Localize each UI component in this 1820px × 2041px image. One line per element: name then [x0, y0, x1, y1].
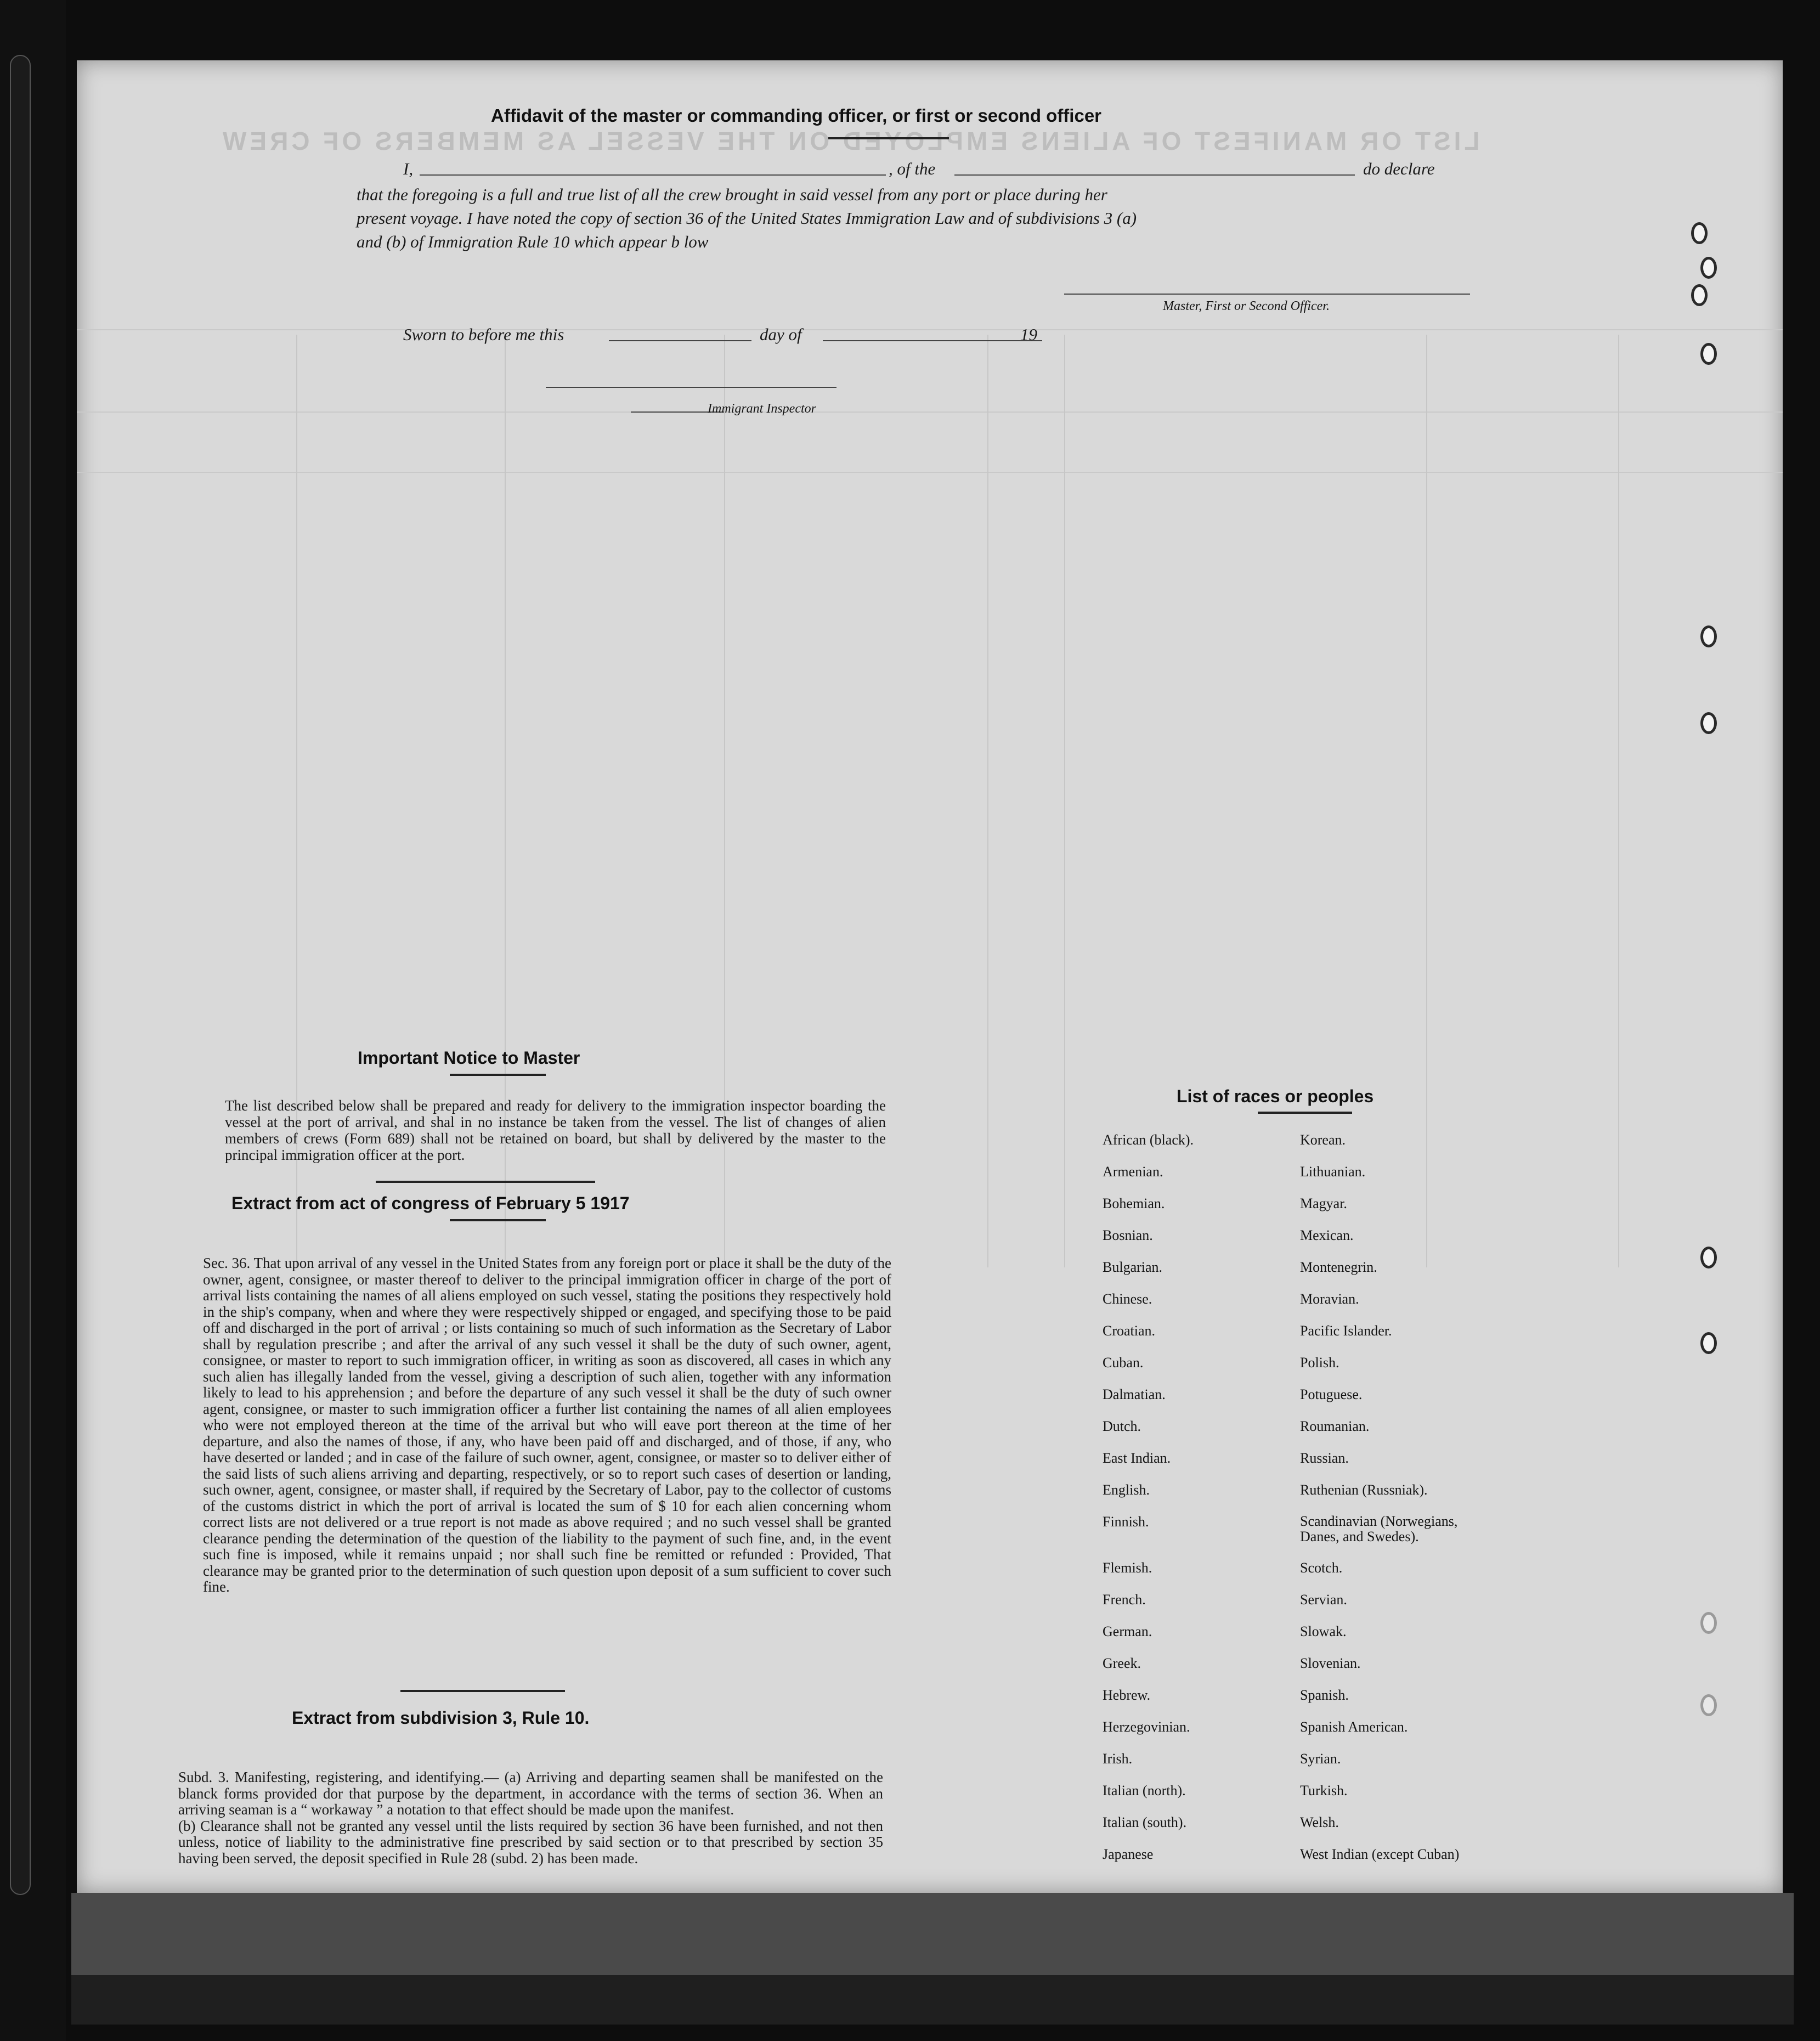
- name-blank[interactable]: [420, 174, 886, 176]
- sworn-label: Sworn to before me this: [403, 325, 564, 344]
- day-of-label: day of: [760, 325, 802, 344]
- punch-hole: [1691, 222, 1708, 244]
- race-item: Slowak.: [1300, 1623, 1347, 1639]
- race-item: Scandinavian (Norwegians, Danes, and Swedes).: [1300, 1513, 1458, 1544]
- affidavit-line-i: I,: [403, 159, 414, 178]
- race-item: Spanish.: [1300, 1687, 1349, 1703]
- race-item: Greek.: [1103, 1655, 1141, 1671]
- year-label: 19: [1020, 325, 1037, 344]
- race-item: Spanish American.: [1300, 1719, 1408, 1735]
- race-item: Bulgarian.: [1103, 1259, 1163, 1275]
- race-item: Russian.: [1300, 1450, 1349, 1466]
- race-item: Cuban.: [1103, 1355, 1144, 1371]
- race-item: West Indian (except Cuban): [1300, 1846, 1460, 1862]
- ghost-column-rule: [1426, 335, 1427, 1267]
- ghost-column-rule: [1064, 335, 1065, 1267]
- page-bottom-fold: [71, 1893, 1794, 1975]
- race-item: Moravian.: [1300, 1291, 1359, 1307]
- race-item: African (black).: [1103, 1132, 1194, 1148]
- race-item: Italian (south).: [1103, 1814, 1187, 1830]
- punch-hole: [1700, 625, 1717, 647]
- race-item: Armenian.: [1103, 1164, 1163, 1180]
- race-item: Finnish.: [1103, 1514, 1149, 1530]
- punch-hole: [1700, 1612, 1717, 1634]
- ghost-column-rule: [987, 335, 988, 1267]
- race-item: English.: [1103, 1482, 1150, 1498]
- vessel-blank[interactable]: [954, 174, 1355, 176]
- race-item: Ruthenian (Russniak).: [1300, 1482, 1428, 1498]
- divider-rule: [376, 1181, 595, 1183]
- races-title: List of races or peoples: [1177, 1086, 1374, 1106]
- race-item: Bohemian.: [1103, 1196, 1165, 1211]
- master-label: Master, First or Second Officer.: [1163, 299, 1330, 313]
- film-bottom-edge: [71, 1975, 1794, 2025]
- race-item: Korean.: [1300, 1132, 1346, 1148]
- film-left-strip: [0, 0, 66, 2041]
- race-item: Irish.: [1103, 1751, 1133, 1767]
- race-item: French.: [1103, 1592, 1146, 1608]
- affidavit-line-3: present voyage. I have noted the copy of section 36 of the United States Immigration Law and of subdivisions 3 (a): [357, 208, 1137, 228]
- race-item: Bosnian.: [1103, 1227, 1153, 1243]
- race-item: East Indian.: [1103, 1450, 1171, 1466]
- title-rule: [828, 137, 949, 139]
- inspector-signature-line[interactable]: [546, 387, 836, 388]
- race-item: Lithuanian.: [1300, 1164, 1366, 1180]
- race-item: Magyar.: [1300, 1196, 1347, 1211]
- master-signature-line[interactable]: [1064, 294, 1470, 295]
- act-title-rule: [450, 1219, 546, 1221]
- inspector-label: Immigrant Inspector: [708, 402, 816, 416]
- affidavit-line-2: that the foregoing is a full and true list of all the crew brought in said vessel from any port or place during her: [357, 185, 1107, 204]
- race-item: Hebrew.: [1103, 1687, 1151, 1703]
- sworn-day-blank[interactable]: [609, 340, 751, 341]
- race-item: Montenegrin.: [1300, 1259, 1377, 1275]
- affidavit-title: Affidavit of the master or commanding officer, or first or second officer: [491, 105, 1102, 126]
- punch-hole: [1700, 343, 1717, 365]
- rule-extract-text: Subd. 3. Manifesting, registering, and identifying.— (a) Arriving and departing seamen shall be manifested on the blanck forms provided dor that purpose by the department, in accordance with the terms of section 36. When an arriving seaman is a “ workaway ” a notation to that effect should be made upon the manifest. (b) Clearance shall not be granted any vessel until the lists required by section 36 have been furnished, and not then unless, notice of liability to the administrative fine prescribed by said section or to that prescribed by section 35 having been served, the deposit specified in Rule 28 (subd. 2) has been made.: [178, 1769, 883, 1867]
- act-extract-title: Extract from act of congress of February 5 1917: [231, 1193, 630, 1213]
- affidavit-line-4: and (b) of Immigration Rule 10 which appear b low: [357, 232, 709, 251]
- manifest-page: [77, 60, 1783, 1893]
- race-item: Chinese.: [1103, 1291, 1152, 1307]
- race-item: Pacific Islander.: [1300, 1323, 1392, 1339]
- race-item: Roumanian.: [1300, 1418, 1370, 1434]
- ghost-rule: [77, 411, 1783, 413]
- ghost-rule: [77, 472, 1783, 473]
- race-item: Servian.: [1300, 1592, 1347, 1608]
- race-item: Herzegovinian.: [1103, 1719, 1190, 1735]
- race-item: Dutch.: [1103, 1418, 1141, 1434]
- punch-hole: [1700, 1694, 1717, 1716]
- punch-hole: [1700, 257, 1717, 279]
- act-extract-text: Sec. 36. That upon arrival of any vessel in the United States from any foreign port or place it shall be the duty of the owner, agent, consignee, or master thereof to deliver to the principal immigration officer in charge of the port of arrival lists containing the names of all aliens employed on such vessel, stating the positions they respectively hold in the ship's company, when and where they were respectively shipped or engaged, and specifying those to be paid off and discharged in the port of arrival ; or lists containing so much of such information as the Secretary of Labor shall by regulation prescribe ; and after the arrival of any such vessel it shall be the duty of such owner, agent, consignee, or master to report to such immigration officer, in writing as soon as discovered, all cases in which any such alien has illegally landed from the vessel, giving a description of such alien, together with any information likely to lead to his apprehension ; and before the departure of any such vessel it shall be the duty of such owner agent, consignee, or master to such immigration officer a further list containing the names of all alien employees who were not employed thereon at the time of the arrival but who will eave port thereon at the time of her departure, and also the names of those, if any, who have been paid off and discharged, and of those, if any, who have deserted or landed ; and in case of the failure of such owner, agent, consignee, or master so to deliver either of the said lists of such aliens arriving and departing, respectively, or so to report such cases of desertion or landing, such owner, agent, consignee, or master shall, if required by the Secretary of Labor, pay to the collector of customs of the customs district in which the port of arrival is located the sum of $ 10 for each alien concerning whom correct lists are not delivered or a true report is not made as above required ; and no such vessel shall be granted clearance pending the determination of the question of the liability to the payment of such fine, and, in the event such fine is imposed, while it remains unpaid ; nor shall such fine be remitted or refunded : Provided, That clearance may be granted prior to the determination of such question upon deposit of a sum sufficient to cover such fine.: [203, 1255, 891, 1595]
- race-item: Slovenian.: [1300, 1655, 1361, 1671]
- affidavit-of-the: , of the: [889, 159, 936, 178]
- show-through-title: LIST OR MANIFEST OF ALIENS EMPLOYED ON THE VESSEL AS MEMBERS OF CREW: [219, 127, 1480, 155]
- punch-hole: [1700, 1247, 1717, 1268]
- race-item: Croatian.: [1103, 1323, 1156, 1339]
- rule-extract-title: Extract from subdivision 3, Rule 10.: [292, 1708, 590, 1728]
- race-item: Polish.: [1300, 1355, 1339, 1371]
- race-item: Turkish.: [1300, 1783, 1348, 1798]
- ghost-rule: [77, 329, 1783, 330]
- race-item: Syrian.: [1300, 1751, 1341, 1767]
- race-item: Potuguese.: [1300, 1386, 1363, 1402]
- divider-rule-2: [400, 1690, 565, 1692]
- affidavit-declare: do declare: [1363, 159, 1435, 178]
- race-item: German.: [1103, 1623, 1152, 1639]
- race-item: Italian (north).: [1103, 1783, 1186, 1798]
- race-item: Dalmatian.: [1103, 1386, 1166, 1402]
- race-item: Flemish.: [1103, 1560, 1152, 1576]
- punch-hole: [1691, 284, 1708, 306]
- race-item: Japanese: [1103, 1846, 1154, 1862]
- ghost-column-rule: [1618, 335, 1619, 1267]
- race-item: Scotch.: [1300, 1560, 1343, 1576]
- month-blank[interactable]: [823, 340, 1042, 341]
- race-item: Mexican.: [1300, 1227, 1354, 1243]
- punch-hole: [1700, 1332, 1717, 1354]
- punch-hole: [1700, 712, 1717, 734]
- races-title-rule: [1258, 1112, 1352, 1114]
- notice-title: Important Notice to Master: [358, 1048, 580, 1068]
- adjacent-page-edge: [10, 55, 31, 1895]
- notice-text: The list described below shall be prepared and ready for delivery to the immigration inspector boarding the vessel at the port of arrival, and shal in no instance be taken from the vessel. The list of changes of alien members of crews (Form 689) shall not be retained on board, but shall by delivered by the master to the principal immigration officer at the port.: [225, 1097, 886, 1163]
- race-item: Welsh.: [1300, 1814, 1339, 1830]
- notice-rule: [450, 1074, 546, 1076]
